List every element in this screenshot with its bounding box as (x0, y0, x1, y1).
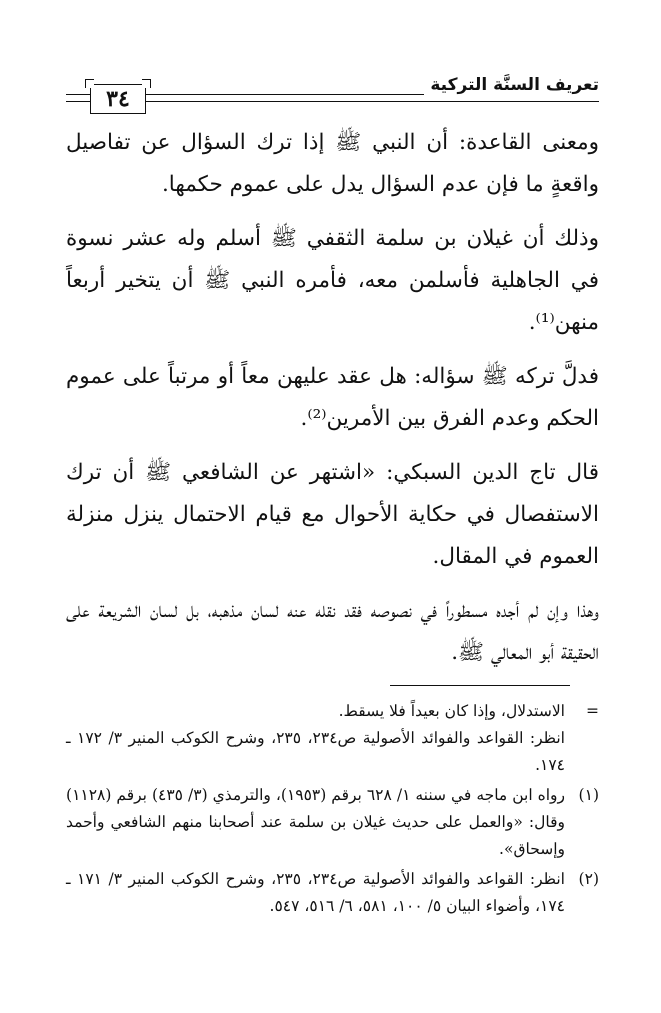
footnote-1 (66, 782, 599, 863)
footnote-text (66, 698, 565, 779)
paragraph-3: فدلَّ تركه ﷺ سؤاله: هل عقد عليهن معاً أو مرتباً على عموم الحكم وعدم الفرق بين الأمرين⁽²⁾. (66, 364, 599, 431)
footnote-line: انظر: القواعد والفوائد الأصولية ص٢٣٤، ٢٣٥، وشرح الكوكب المنير ٣/ ١٧١ ـ ١٧٤، وأضواء البيان ٥/ ١٠٠، ٥٨١، ٦/ ٥١٦، ٥٤٧. (66, 870, 565, 915)
footnote-text (66, 866, 565, 920)
main-text (66, 122, 599, 674)
footnote-marker: (١) (578, 786, 599, 804)
footnote-line: رواه ابن ماجه في سننه ١/ ٦٢٨ برقم (١٩٥٣)، والترمذي (٣/ ٤٣٥) برقم (١١٢٨) وقال: «والعمل على حديث غيلان بن سلمة عند أصحابنا منهم الشافعي وأحمد وإسحاق». (66, 786, 566, 858)
footnote-2 (66, 866, 599, 920)
page-number: ٣٤ (90, 84, 146, 114)
footnote-line: انظر: القواعد والفوائد الأصولية ص٢٣٤، ٢٣٥، وشرح الكوكب المنير ٣/ ١٧٢ ـ ١٧٤. (66, 729, 565, 774)
footnote-continuation (66, 698, 599, 779)
footnote-marker: = (586, 702, 599, 720)
footnote-separator (390, 685, 570, 686)
footnotes (66, 698, 599, 923)
paragraph-1: ومعنى القاعدة: أن النبي ﷺ إذا ترك السؤال عن تفاصيل واقعةٍ ما فإن عدم السؤال يدل على عموم حكمها. (66, 130, 599, 197)
paragraph-5: وهذا وإن لم أجده مسطوراً في نصوصه فقد نقله عنه لسان مذهبه، بل لسان الشريعة على الحقيقة أبو المعالي ﷺ. (66, 598, 599, 665)
paragraph-2: وذلك أن غيلان بن سلمة الثقفي ﷺ أسلم وله عشر نسوة في الجاهلية فأسلمن معه، فأمره النبي ﷺ أن يتخير أربعاً منهن⁽¹⁾. (66, 226, 599, 335)
footnote-marker: (٢) (578, 870, 599, 888)
footnote-text (66, 782, 565, 863)
paragraph-4: قال تاج الدين السبكي: «اشتهر عن الشافعي ﷺ أن ترك الاستفصال في حكاية الأحوال مع قيام الاحتمال ينزل منزلة العموم في المقال. (66, 460, 599, 569)
footnote-line: الاستدلال، وإذا كان بعيداً فلا يسقط. (338, 702, 565, 720)
running-title: تعريف السنَّة التركية (424, 74, 599, 96)
page-header (66, 74, 599, 114)
